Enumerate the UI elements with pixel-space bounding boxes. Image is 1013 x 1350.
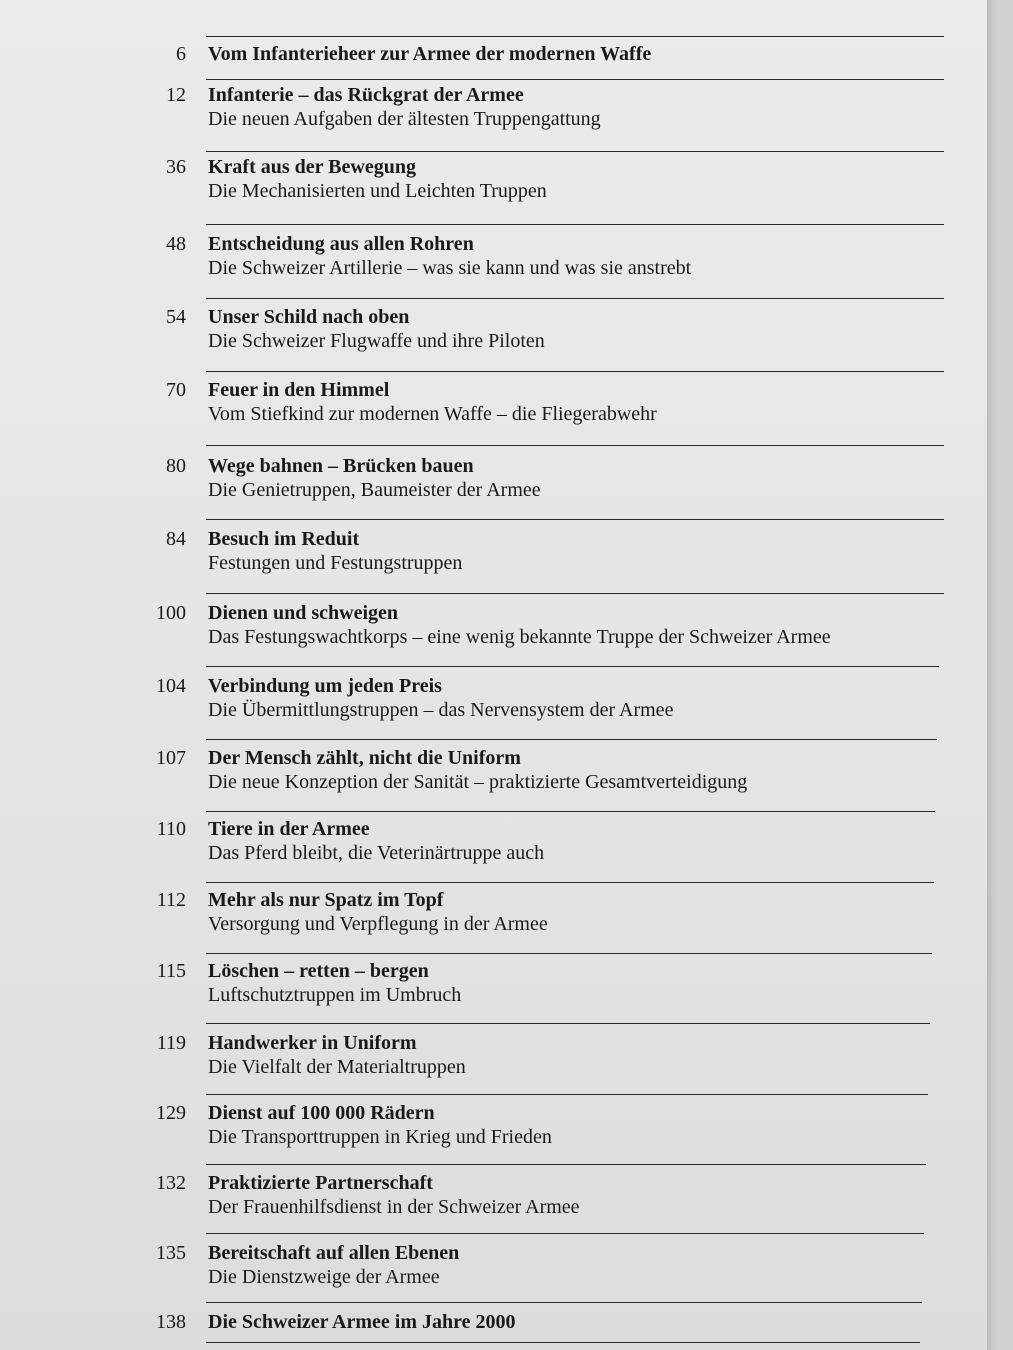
toc-page-number: 115	[156, 960, 186, 982]
toc-page-number: 110	[156, 818, 186, 840]
toc-chapter-title: Entscheidung aus allen Rohren	[208, 233, 474, 255]
toc-chapter-title: Wege bahnen – Brücken bauen	[208, 455, 474, 477]
toc-page-number: 12	[166, 84, 186, 106]
toc-chapter-title: Handwerker in Uniform	[208, 1032, 417, 1054]
toc-chapter-subtitle: Die Dienstzweige der Armee	[208, 1266, 440, 1288]
toc-chapter-subtitle: Die Vielfalt der Materialtruppen	[208, 1056, 466, 1078]
toc-chapter-title: Tiere in der Armee	[208, 818, 370, 840]
divider-rule	[206, 519, 944, 520]
toc-chapter-title: Unser Schild nach oben	[208, 306, 410, 328]
divider-rule	[206, 739, 937, 740]
toc-chapter-subtitle: Die Transporttruppen in Krieg und Frieden	[208, 1126, 552, 1148]
toc-page-number: 135	[156, 1242, 186, 1264]
toc-chapter-title: Praktizierte Partnerschaft	[208, 1172, 433, 1194]
toc-chapter-subtitle: Vom Stiefkind zur modernen Waffe – die Fliegerabwehr	[208, 403, 657, 425]
divider-rule	[206, 1023, 930, 1024]
divider-rule	[206, 953, 932, 954]
toc-chapter-subtitle: Das Pferd bleibt, die Veterinärtruppe auch	[208, 842, 545, 864]
toc-page-number: 132	[156, 1172, 186, 1194]
toc-page-number: 84	[166, 528, 186, 550]
divider-rule	[206, 1094, 928, 1095]
toc-page-number: 119	[156, 1032, 186, 1054]
toc-page-number: 129	[156, 1102, 186, 1124]
toc-page-number: 104	[156, 675, 186, 697]
toc-chapter-subtitle: Die Schweizer Flugwaffe und ihre Piloten	[208, 330, 545, 352]
toc-chapter-title: Bereitschaft auf allen Ebenen	[208, 1242, 460, 1264]
divider-rule	[206, 36, 944, 37]
toc-chapter-title: Löschen – retten – bergen	[208, 960, 429, 982]
toc-chapter-title: Vom Infanterieheer zur Armee der modernen Waffe	[208, 43, 652, 65]
toc-page-number: 70	[166, 379, 186, 401]
toc-chapter-title: Verbindung um jeden Preis	[208, 675, 442, 697]
toc-chapter-title: Die Schweizer Armee im Jahre 2000	[208, 1311, 516, 1333]
toc-chapter-title: Mehr als nur Spatz im Topf	[208, 889, 444, 911]
toc-chapter-title: Dienen und schweigen	[208, 602, 399, 624]
toc-page-number: 100	[156, 602, 186, 624]
toc-page-number: 48	[166, 233, 186, 255]
toc-chapter-subtitle: Das Festungswachtkorps – eine wenig bekannte Truppe der Schweizer Armee	[208, 626, 831, 648]
toc-page-number: 80	[166, 455, 186, 477]
divider-rule	[206, 1342, 920, 1343]
toc-page-number: 138	[156, 1311, 186, 1333]
divider-rule	[206, 445, 944, 446]
divider-rule	[206, 1233, 924, 1234]
toc-chapter-title: Kraft aus der Bewegung	[208, 156, 416, 178]
toc-chapter-title: Besuch im Reduit	[208, 528, 360, 550]
divider-rule	[206, 151, 944, 152]
divider-rule	[206, 224, 944, 225]
toc-chapter-subtitle: Luftschutztruppen im Umbruch	[208, 984, 462, 1006]
toc-chapter-title: Dienst auf 100 000 Rädern	[208, 1102, 435, 1124]
toc-page-number: 107	[156, 747, 186, 769]
divider-rule	[206, 811, 935, 812]
toc-page-number: 112	[156, 889, 186, 911]
toc-chapter-subtitle: Die Genietruppen, Baumeister der Armee	[208, 479, 541, 501]
divider-rule	[206, 666, 939, 667]
toc-page-number: 6	[176, 43, 186, 65]
divider-rule	[206, 882, 934, 883]
divider-rule	[206, 79, 944, 80]
divider-rule	[206, 298, 944, 299]
toc-chapter-title: Feuer in den Himmel	[208, 379, 390, 401]
toc-chapter-subtitle: Versorgung und Verpflegung in der Armee	[208, 913, 548, 935]
toc-chapter-subtitle: Die Schweizer Artillerie – was sie kann und was sie anstrebt	[208, 257, 692, 279]
toc-chapter-subtitle: Die Übermittlungstruppen – das Nervensystem der Armee	[208, 699, 674, 721]
toc-chapter-title: Der Mensch zählt, nicht die Uniform	[208, 747, 521, 769]
toc-chapter-subtitle: Die Mechanisierten und Leichten Truppen	[208, 180, 547, 202]
toc-chapter-subtitle: Die neue Konzeption der Sanität – praktizierte Gesamtverteidigung	[208, 771, 748, 793]
toc-chapter-subtitle: Die neuen Aufgaben der ältesten Truppengattung	[208, 108, 601, 130]
page-edge	[987, 0, 1000, 1350]
toc-page-number: 36	[166, 156, 186, 178]
divider-rule	[206, 593, 944, 594]
toc-chapter-title: Infanterie – das Rückgrat der Armee	[208, 84, 524, 106]
divider-rule	[206, 1302, 922, 1303]
toc-page-number: 54	[166, 306, 186, 328]
divider-rule	[206, 371, 944, 372]
toc-chapter-subtitle: Der Frauenhilfsdienst in der Schweizer Armee	[208, 1196, 580, 1218]
divider-rule	[206, 1164, 926, 1165]
toc-chapter-subtitle: Festungen und Festungstruppen	[208, 552, 463, 574]
